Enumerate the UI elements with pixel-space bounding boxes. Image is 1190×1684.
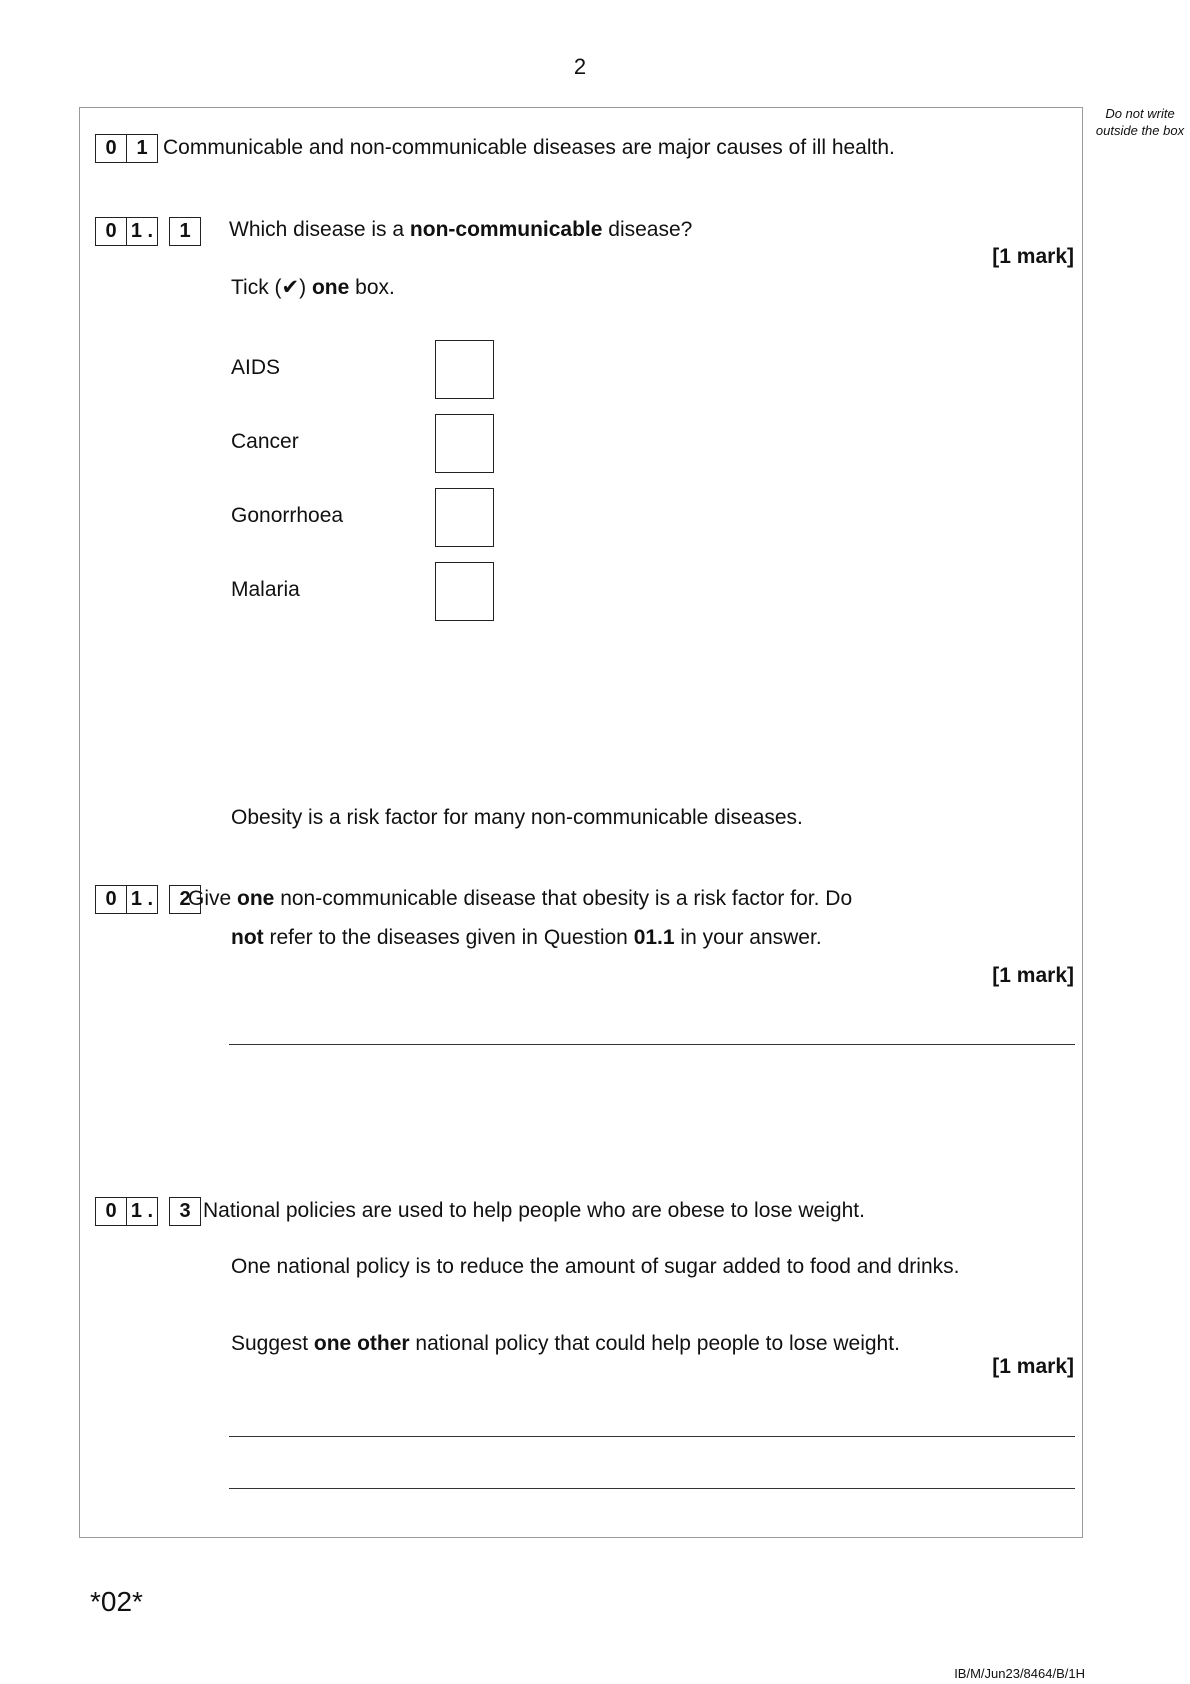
question-01-1-text [229, 216, 692, 244]
text-part: non-communicable disease that obesity is a risk factor for. Do [274, 887, 853, 910]
text-part-bold: one [237, 887, 275, 910]
text-part-bold: one [311, 276, 350, 299]
question-01-3-text: National policies are used to help people who are obese to lose weight. [203, 1199, 865, 1222]
tick-instruction [231, 274, 395, 302]
option-label-cancer: Cancer [231, 430, 299, 453]
answer-line-01-3-a[interactable] [229, 1436, 1075, 1437]
text-part: Suggest [231, 1332, 314, 1355]
question-digit: 0 [95, 885, 127, 914]
question-digit: 1 . [126, 1197, 158, 1226]
text-part: national policy that could help people to lose weight. [409, 1332, 900, 1355]
tick-box-aids[interactable] [435, 340, 494, 399]
marks-01-3: [1 mark] [992, 1355, 1074, 1378]
question-01-text: Communicable and non-communicable diseases are major causes of ill health. [163, 136, 895, 159]
question-01-3-prompt [231, 1330, 900, 1358]
question-digit: 2 [169, 885, 201, 914]
option-label-aids: AIDS [231, 356, 281, 379]
text-part-bold: 01.1 [633, 926, 675, 949]
marks-01-1: [1 mark] [992, 245, 1074, 268]
text-part: disease? [602, 218, 693, 241]
question-digit: 1 . [126, 217, 158, 246]
question-01-3-info: One national policy is to reduce the amount of sugar added to food and drinks. [231, 1255, 960, 1278]
question-01-2-line-2 [231, 924, 822, 952]
question-number-01 [95, 134, 157, 163]
question-digit: 0 [95, 217, 127, 246]
margin-note: Do not write outside the box [1095, 106, 1185, 138]
text-part: Give [188, 887, 238, 910]
question-digit: 1 . [126, 885, 158, 914]
text-part: refer to the diseases given in Question [263, 926, 634, 949]
tick-box-malaria[interactable] [435, 562, 494, 621]
text-part: in your answer. [674, 926, 822, 949]
tick-box-gonorrhoea[interactable] [435, 488, 494, 547]
question-digit: 0 [95, 134, 127, 163]
question-digit: 0 [95, 1197, 127, 1226]
question-digit: 3 [169, 1197, 201, 1226]
answer-line-01-3-b[interactable] [229, 1488, 1075, 1489]
question-digit: 1 [169, 217, 201, 246]
text-part-bold: one other [313, 1332, 410, 1355]
question-number-01-2 [95, 885, 200, 914]
option-label-gonorrhoea: Gonorrhoea [231, 504, 344, 527]
question-01-2-line-1 [188, 885, 852, 913]
question-number-01-1 [95, 217, 200, 246]
page-number: 2 [573, 54, 587, 79]
answer-line-01-2[interactable] [229, 1044, 1075, 1045]
marks-01-2: [1 mark] [992, 964, 1074, 987]
page-barcode-text: *02* [90, 1586, 143, 1617]
text-part: Tick (✔) [231, 276, 312, 299]
text-part: box. [349, 276, 395, 299]
text-part-bold: non-communicable [409, 218, 603, 241]
obesity-intro-text: Obesity is a risk factor for many non-communicable diseases. [231, 806, 803, 829]
text-part: Which disease is a [229, 218, 410, 241]
tick-box-cancer[interactable] [435, 414, 494, 473]
option-label-malaria: Malaria [231, 578, 300, 601]
text-part-bold: not [231, 926, 264, 949]
paper-code: IB/M/Jun23/8464/B/1H [954, 1666, 1085, 1681]
question-number-01-3 [95, 1197, 200, 1226]
question-digit: 1 [126, 134, 158, 163]
